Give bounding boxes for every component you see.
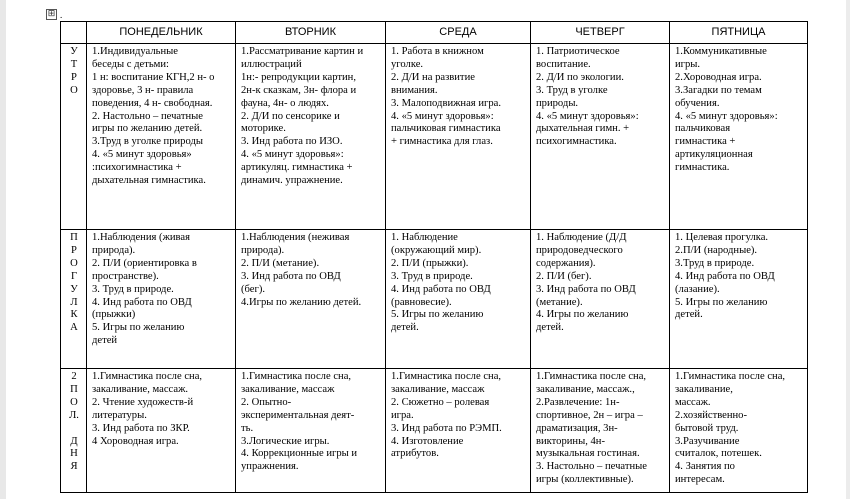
walk-wednesday-cell: [386, 230, 531, 369]
cell-line: природа).: [241, 244, 285, 256]
cell-line: 5. Игры по желанию: [92, 322, 185, 334]
cell-line: закаливание, массаж: [241, 383, 335, 395]
cell-line: 1.Рассматривание картин и: [241, 46, 364, 57]
afternoon-label: [61, 369, 87, 493]
afternoon-wednesday-cell: [386, 369, 531, 493]
cell-line: драматизация, 3н-: [536, 422, 618, 434]
label-letter: У: [70, 46, 78, 57]
header-thursday: ЧЕТВЕРГ: [531, 22, 670, 44]
cell-line: (метание).: [536, 296, 583, 308]
cell-line: игры.: [675, 58, 701, 70]
cell-line: игра.: [391, 409, 414, 421]
walk-monday-cell: [87, 230, 236, 369]
cell-line: игры по желанию детей.: [92, 123, 203, 135]
page-edge-right: [846, 0, 850, 499]
cell-line: 4. «5 минут здоровья»:: [536, 110, 639, 122]
cell-line: природы.: [536, 97, 579, 109]
cell-line: массаж.: [675, 396, 711, 408]
cell-line: 2. Д/И по экологии.: [536, 71, 624, 83]
label-letter: Т: [70, 58, 78, 70]
cell-line: 1.Гимнастика после сна,: [92, 371, 203, 382]
cell-line: гимнастика +: [675, 136, 736, 148]
cell-line: воспитание.: [536, 58, 591, 70]
cell-line: 4. Инд работа по ОВД: [391, 283, 491, 295]
cell-line: 1.Гимнастика после сна,: [241, 371, 352, 382]
cell-line: 3. Инд работа по ИЗО.: [241, 136, 343, 148]
label-letter: П: [70, 232, 78, 243]
cell-line: 2. Настольно – печатные: [92, 110, 203, 122]
label-letter: П: [70, 383, 78, 395]
label-letter: У: [70, 283, 78, 295]
cell-line: детей.: [536, 322, 564, 334]
morning-row: [61, 44, 808, 230]
label-letter: О: [70, 257, 78, 269]
cell-line: 2. Сюжетно – ролевая: [391, 396, 490, 408]
cell-line: 3. Настольно – печатные: [536, 461, 647, 473]
afternoon-tuesday-cell: [236, 369, 386, 493]
header-tuesday: ВТОРНИК: [236, 22, 386, 44]
label-letter: 2: [71, 371, 77, 382]
label-letter: Р: [71, 244, 77, 256]
cell-line: 2. П/И (метание).: [241, 257, 320, 269]
cell-line: (бег).: [241, 283, 266, 295]
label-letter: Р: [71, 71, 77, 83]
cell-line: экспериментальная деят-: [241, 409, 355, 421]
cell-line: литературы.: [92, 409, 147, 421]
cell-line: 4. Игры по желанию: [536, 309, 629, 321]
label-letter: О: [70, 396, 78, 408]
label-letter: К: [70, 309, 78, 321]
cell-line: (окружающий мир).: [391, 244, 482, 256]
cell-line: 1.Гимнастика после сна,: [391, 371, 502, 382]
cell-line: считалок, потешек.: [675, 448, 762, 460]
cell-line: (лазание).: [675, 283, 720, 295]
morning-thursday-cell: [531, 44, 670, 230]
cell-line: дыхательная гимн. +: [536, 123, 630, 135]
cell-line: артикуляц. гимнастика +: [241, 162, 353, 174]
walk-thursday-cell: [531, 230, 670, 369]
paragraph-dot: .: [60, 10, 63, 20]
walk-label: [61, 230, 87, 369]
label-letter: Л: [70, 296, 78, 308]
cell-line: 3. Инд работа по ОВД: [536, 283, 636, 295]
cell-line: 2.Хороводная игра.: [675, 71, 762, 83]
header-friday: ПЯТНИЦА: [670, 22, 808, 44]
cell-line: 4. «5 минут здоровья»:: [391, 110, 494, 122]
cell-line: 2.П/И (народные).: [675, 244, 758, 256]
cell-line: + гимнастика для глаз.: [391, 136, 493, 148]
cell-line: спортивное, 2н – игра –: [536, 409, 643, 421]
cell-line: 2н-к сказкам, 3н- флора и: [241, 84, 357, 96]
cell-line: (прыжки): [92, 309, 136, 321]
cell-line: 1. Наблюдение (Д/Д: [536, 232, 627, 243]
cell-line: поведения, 4 н- свободная.: [92, 97, 213, 109]
cell-line: пальчиковая: [675, 123, 731, 135]
cell-line: детей: [92, 335, 118, 347]
weekly-plan-table: [60, 21, 808, 493]
cell-line: 4. Занятия по: [675, 461, 735, 473]
cell-line: викторины, 4н-: [536, 435, 606, 447]
cell-line: динамич. упражнение.: [241, 175, 343, 187]
cell-line: 1. Патриотическое: [536, 46, 620, 57]
morning-tuesday-cell: [236, 44, 386, 230]
cell-line: 1н:- репродукции картин,: [241, 71, 356, 83]
morning-monday-cell: [87, 44, 236, 230]
cell-line: 2. П/И (прыжки).: [391, 257, 469, 269]
cell-line: 3.Загадки по темам: [675, 84, 762, 96]
cell-line: закаливание,: [675, 383, 733, 395]
afternoon-friday-cell: [670, 369, 808, 493]
label-letter: Г: [70, 270, 78, 282]
cell-line: детей.: [391, 322, 419, 334]
cell-line: 5. Игры по желанию: [391, 309, 484, 321]
cell-line: 2. Д/И на развитие: [391, 71, 475, 83]
label-letter: Н: [70, 448, 78, 460]
cell-line: детей.: [675, 309, 703, 321]
cell-line: 1.Наблюдения (живая: [92, 232, 190, 243]
cell-line: 1. Целевая прогулка.: [675, 232, 769, 243]
cell-line: пространстве).: [92, 270, 159, 282]
cell-line: 3. Труд в уголке: [536, 84, 608, 96]
cell-line: 1.Коммуникативные: [675, 46, 767, 57]
morning-wednesday-cell: [386, 44, 531, 230]
label-letter: А: [70, 322, 78, 334]
cell-line: 4. «5 минут здоровья»: [92, 149, 192, 161]
morning-friday-cell: [670, 44, 808, 230]
cell-line: 4 Хороводная игра.: [92, 435, 179, 447]
table-header-row: [61, 22, 808, 44]
corner-cell: [61, 22, 87, 44]
cell-line: :психогимнастика +: [92, 162, 182, 174]
cell-line: 2. П/И (бег).: [536, 270, 592, 282]
cell-line: 1.Индивидуальные: [92, 46, 178, 57]
cell-line: 2.хозяйственно-: [675, 409, 747, 421]
cell-line: музыкальная гостиная.: [536, 448, 640, 460]
cell-line: артикуляционная: [675, 149, 753, 161]
walk-tuesday-cell: [236, 230, 386, 369]
cell-line: здоровье, 3 н- правила: [92, 84, 194, 96]
cell-line: ть.: [241, 422, 254, 434]
cell-line: 3.Труд в уголке природы: [92, 136, 203, 148]
cell-line: беседы с детьми:: [92, 58, 169, 70]
cell-line: 3. Инд работа по РЭМП.: [391, 422, 502, 434]
morning-label: [61, 44, 87, 230]
cell-line: пальчиковая гимнастика: [391, 123, 501, 135]
cell-line: 4. Коррекционные игры и: [241, 448, 358, 460]
walk-friday-cell: [670, 230, 808, 369]
cell-line: интересам.: [675, 474, 725, 486]
cell-line: 2. Опытно-: [241, 396, 292, 408]
cell-line: закаливание, массаж: [391, 383, 485, 395]
cell-line: уголке.: [391, 58, 424, 70]
header-wednesday: СРЕДА: [386, 22, 531, 44]
cell-line: обучения.: [675, 97, 720, 109]
cell-line: 3.Логические игры.: [241, 435, 330, 447]
afternoon-thursday-cell: [531, 369, 670, 493]
cell-line: 1.Наблюдения (неживая: [241, 232, 350, 243]
cell-line: бытовой труд.: [675, 422, 739, 434]
cell-line: 1.Гимнастика после сна,: [536, 371, 647, 382]
cell-line: 1. Наблюдение: [391, 232, 458, 243]
cell-line: закаливание, массаж.,: [536, 383, 635, 395]
cell-line: 4. Изготовление: [391, 435, 464, 447]
cell-line: 2. Д/И по сенсорике и: [241, 110, 340, 122]
label-letter: Д: [70, 435, 78, 447]
cell-line: 2.Развлечение: 1н-: [536, 396, 620, 408]
cell-line: 3. Труд в природе.: [391, 270, 473, 282]
label-letter: Я: [70, 461, 78, 473]
cell-line: дыхательная гимнастика.: [92, 175, 206, 187]
cell-line: природа).: [92, 244, 136, 256]
cell-line: (равновесие).: [391, 296, 452, 308]
table-move-handle-icon[interactable]: ⊞: [47, 9, 56, 19]
header-monday: ПОНЕДЕЛЬНИК: [87, 22, 236, 44]
cell-line: 4. «5 минут здоровья»:: [241, 149, 344, 161]
cell-line: внимания.: [391, 84, 438, 96]
cell-line: гимнастика.: [675, 162, 730, 174]
cell-line: 3. Труд в природе.: [92, 283, 174, 295]
cell-line: 2. П/И (ориентировка в: [92, 257, 197, 269]
cell-line: содержания).: [536, 257, 596, 269]
label-letter: [66, 423, 82, 436]
cell-line: 4.Игры по желанию детей.: [241, 296, 362, 308]
afternoon-row: [61, 369, 808, 493]
cell-line: упражнения.: [241, 461, 299, 473]
cell-line: 1 н: воспитание КГН,2 н- о: [92, 71, 215, 83]
cell-line: закаливание, массаж.: [92, 383, 189, 395]
cell-line: 5. Игры по желанию: [675, 296, 768, 308]
cell-line: 2. Чтение художеств-й: [92, 396, 194, 408]
afternoon-monday-cell: [87, 369, 236, 493]
cell-line: 3. Инд работа по ЗКР.: [92, 422, 190, 434]
cell-line: 3.Разучивание: [675, 435, 740, 447]
cell-line: 4. «5 минут здоровья»:: [675, 110, 778, 122]
page-edge-left: [0, 0, 6, 499]
cell-line: 4. Инд работа по ОВД: [675, 270, 775, 282]
cell-line: 3.Труд в природе.: [675, 257, 755, 269]
cell-line: 4. Инд работа по ОВД: [92, 296, 192, 308]
cell-line: иллюстраций: [241, 58, 302, 70]
cell-line: 3. Малоподвижная игра.: [391, 97, 501, 109]
cell-line: 3. Инд работа по ОВД: [241, 270, 341, 282]
cell-line: природоведческого: [536, 244, 623, 256]
cell-line: 1. Работа в книжном: [391, 46, 484, 57]
cell-line: фауна, 4н- о людях.: [241, 97, 329, 109]
walk-row: [61, 230, 808, 369]
cell-line: 1.Гимнастика после сна,: [675, 371, 786, 382]
cell-line: психогимнастика.: [536, 136, 617, 148]
cell-line: игры (коллективные).: [536, 474, 634, 486]
cell-line: атрибутов.: [391, 448, 439, 460]
cell-line: моторике.: [241, 123, 286, 135]
label-letter: Л.: [69, 409, 79, 421]
label-letter: О: [70, 84, 78, 96]
